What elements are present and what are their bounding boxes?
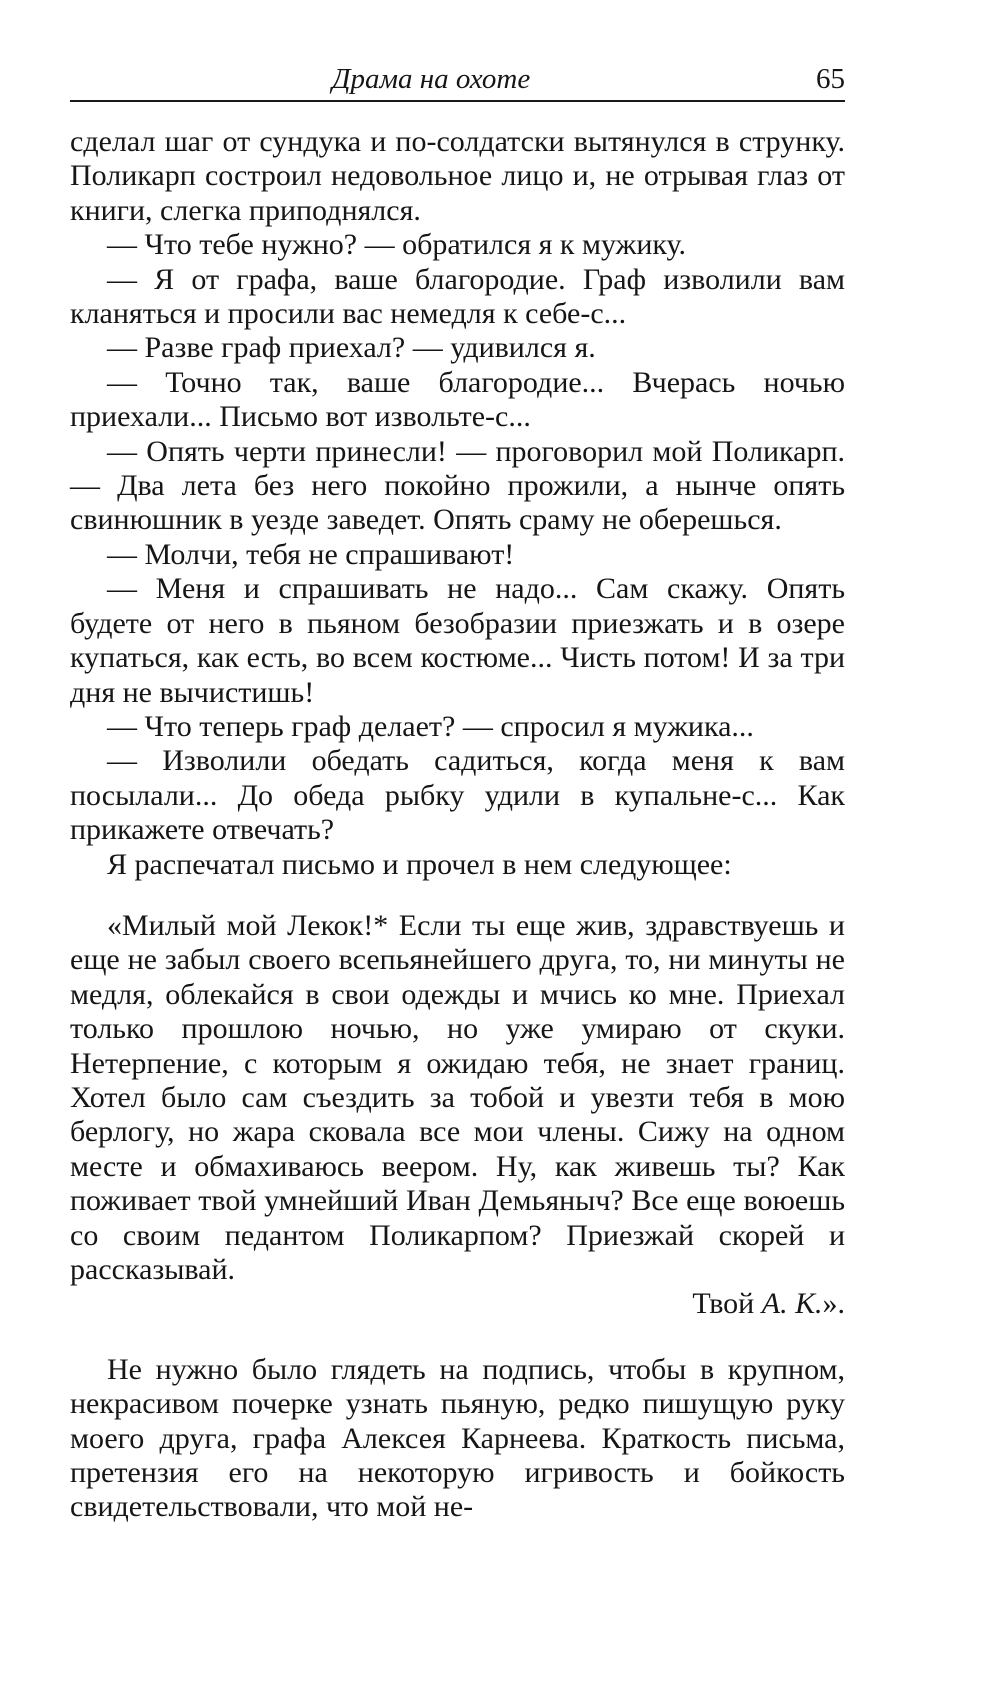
running-title: Драма на охоте <box>332 63 531 95</box>
paragraph: — Меня и спрашивать не надо... Сам скажу. Опять будете от него в пьяном безобразии приезжать и в озере купаться, как есть, во всем костюме... Чисть потом! И за три дня не вычистишь! <box>70 572 845 709</box>
paragraph: — Опять черти принесли! — проговорил мой Поликарп.— Два лета без него покойно прожили, а нынче опять свинюшник в уезде заведет. Опять сраму не оберешься. <box>70 434 845 537</box>
book-page <box>70 62 845 1525</box>
body-text <box>70 125 845 1525</box>
paragraph: — Точно так, ваше благородие... Вчерась ночью приехали... Письмо вот извольте-с... <box>70 365 845 434</box>
signature-suffix: ». <box>822 1287 845 1321</box>
paragraph: — Я от графа, ваше благородие. Граф изволили вам кланяться и просили вас немедля к себе-с... <box>70 262 845 331</box>
paragraph: Я распечатал письмо и прочел в нем следующее: <box>107 847 732 881</box>
closing-paragraph: Не нужно было глядеть на подпись, чтобы в крупном, некрасивом почерке узнать пьяную, редко пишущую руку моего друга, графа Алексея Карнеева. Краткость письма, претензия его на некоторую игривость и бойкость свидетельствовали, что мой не- <box>70 1352 845 1524</box>
paragraph: — Молчи, тебя не спрашивают! <box>107 537 515 571</box>
running-header <box>70 62 845 102</box>
letter-signature <box>70 1287 845 1321</box>
signature-initials: А. К. <box>761 1287 823 1321</box>
paragraph: сделал шаг от сундука и по-солдатски вытянулся в струнку. Поликарп состроил недовольное лицо и, не отрывая глаз от книги, слегка приподнялся. <box>70 125 845 227</box>
paragraph: — Изволили обедать садиться, когда меня к вам посылали... До обеда рыбку удили в купальне-с... Как прикажете отвечать? <box>70 744 845 847</box>
letter-body: «Милый мой Лекок!* Если ты еще жив, здравствуешь и еще не забыл своего всепьянейшего друга, то, ни минуты не медля, облекайся в свои одежды и мчись ко мне. Приехал только прошлою ночью, но уже умираю от скуки. Нетерпение, с которым я ожидаю тебя, не знает границ. Хотел было сам съездить за тобой и увезти тебя в мою берлогу, но жара сковала все мои члены. Сижу на одном месте и обмахиваюсь веером. Ну, как живешь ты? Как поживает твой умнейший Иван Демьяныч? Все еще воюешь со своим педантом Поликарпом? Приезжай скорей и рассказывай. <box>70 908 845 1286</box>
paragraph: — Разве граф приехал? — удивился я. <box>107 331 596 365</box>
signature-prefix: Твой <box>692 1287 762 1321</box>
page-number: 65 <box>816 63 845 95</box>
paragraph: — Что тебе нужно? — обратился я к мужику. <box>107 228 687 262</box>
paragraph: — Что теперь граф делает? — спросил я мужика... <box>107 709 754 743</box>
